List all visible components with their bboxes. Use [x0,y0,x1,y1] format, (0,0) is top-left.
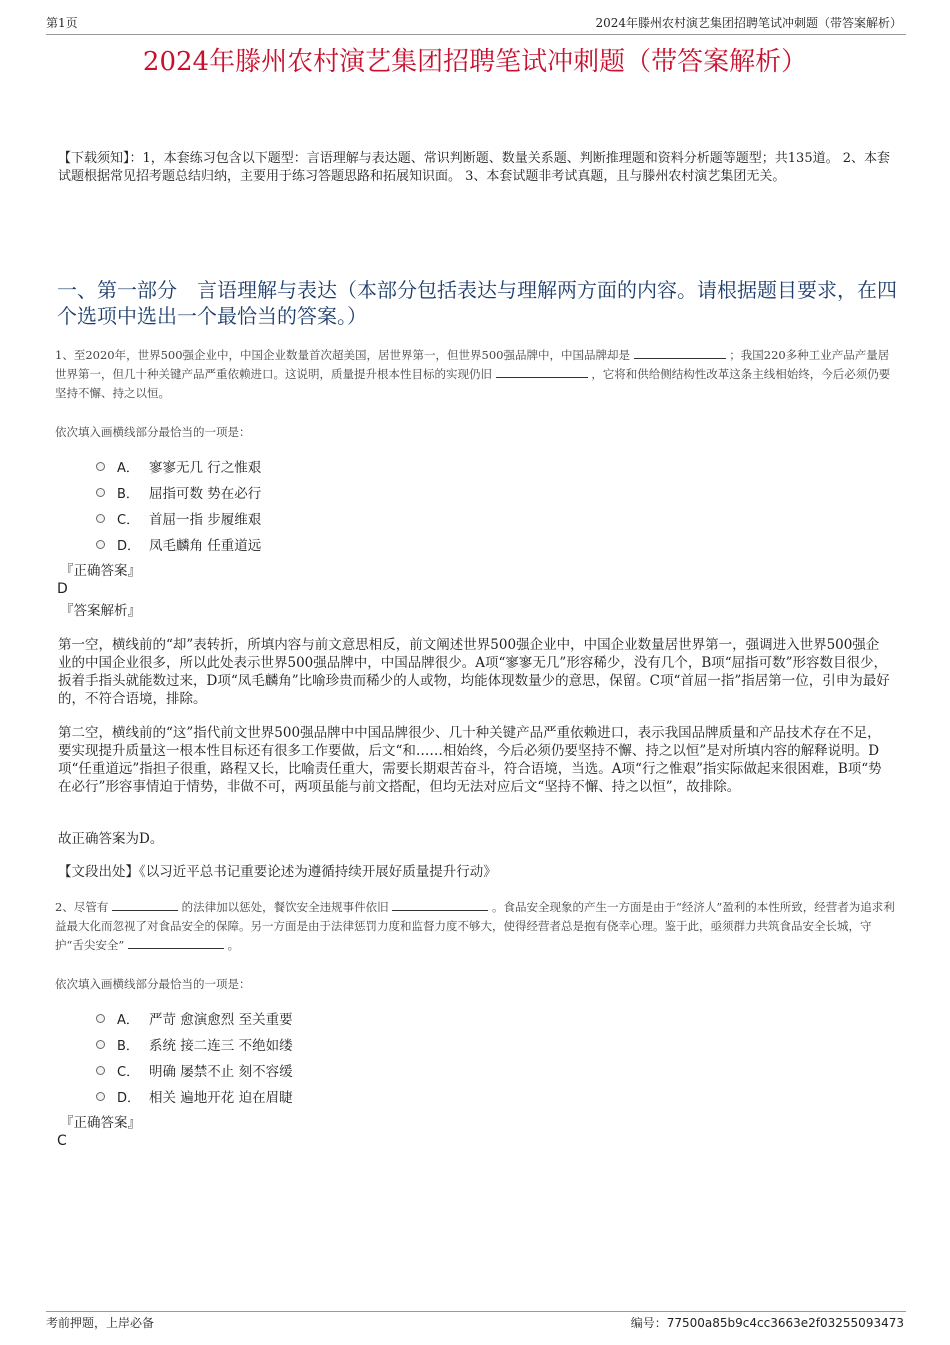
question-2-stem [55,898,895,955]
analysis-label: 『答案解析』 [60,603,141,619]
footer-code-value: 77500a85b9c4cc3663e2f03255093473 [666,1316,904,1330]
option-letter: C． [117,512,140,528]
question-2-text-part1: 2、尽管有 [55,900,109,914]
text-source: 【文段出处】《以习近平总书记重要论述为遵循持续开展好质量提升行动》 [58,864,497,880]
correct-answer: D [57,581,68,597]
question-2-text-part3: 。食品安全现象的产生一方面是由于“经济人”盈利的本性所致，经营者为追求利益最大化而忽视了对食品安全的保障。另一方面是由于法律惩罚力度和监督力度不够大，使得经营者总是抱有侥幸心理。鉴于此，亟须群力共筑食品安全长城，守护“舌尖安全” [55,900,895,952]
footer-code [631,1315,904,1331]
answer-blank [112,898,178,911]
option-b[interactable] [96,479,261,505]
question-2-instruction: 依次填入画横线部分最恰当的一项是： [55,977,251,991]
answer-blank [496,365,588,378]
question-2-options [96,1005,293,1109]
correct-answer: C [57,1133,67,1149]
download-notice: 【下载须知】：1，本套练习包含以下题型：言语理解与表达题、常识判断题、数量关系题、判断推理题和资料分析题等题型；共135道。 2、本套试题根据常见招考题总结归纳，主要用于练习答题思路和拓展知识面。 3、本套试题非考试真题，且与滕州农村演艺集团无关。 [58,151,890,184]
question-1-text-part1: 1、至2020年，世界500强企业中，中国企业数量首次超美国，居世界第一，但世界500强品牌中，中国品牌却是 [55,348,630,362]
option-text: 相关 遍地开花 迫在眉睫 [149,1090,293,1106]
correct-answer-label: 『正确答案』 [60,563,141,579]
question-1-instruction: 依次填入画横线部分最恰当的一项是： [55,425,251,439]
option-text: 首屈一指 步履维艰 [149,512,262,528]
answer-blank [392,898,488,911]
option-letter: D． [117,538,141,554]
analysis-paragraph-1: 第一空，横线前的“却”表转折，所填内容与前文意思相反，前文阐述世界500强企业中，中国企业数量居世界第一，强调进入世界500强企业的中国企业很多，所以此处表示世界500强品牌中，中国品牌很少。A项“寥寥无几”形容稀少，没有几个，B项“屈指可数”形容数目很少，扳着手指头就能数过来，D项“凤毛麟角”比喻珍贵而稀少的人或物，均能体现数量少的意思，保留。C项“首屈一指”指居第一位，引申为最好的，不符合语境，排除。 [58,637,890,707]
option-text: 系统 接二连三 不绝如缕 [149,1038,293,1054]
option-a[interactable] [96,453,261,479]
footer-slogan: 考前押题，上岸必备 [46,1316,155,1330]
footer-code-label: 编号： [630,1316,667,1330]
question-2-text-part4: 。 [227,938,240,952]
radio-icon[interactable] [96,1040,105,1049]
section-title: 一、第一部分 言语理解与表达（本部分包括表达与理解两方面的内容。请根据题目要求，在四个选项中选出一个最恰当的答案。） [57,278,897,328]
option-letter: B． [117,486,139,502]
option-a[interactable] [96,1005,293,1031]
option-b[interactable] [96,1031,293,1057]
page-header [46,14,906,35]
analysis-paragraph-2: 第二空，横线前的“这”指代前文世界500强品牌中中国品牌很少、几十种关键产品严重依赖进口，表示我国品牌质量和产品技术存在不足，要实现提升质量这一根本性目标还有很多工作要做，后文“和……相始终，今后必须仍要坚持不懈、持之以恒”是对所填内容的解释说明。D项“任重道远”指担子很重，路程又长，比喻责任重大，需要长期艰苦奋斗，符合语境，当选。A项“行之惟艰”指实际做起来很困难，B项“势在必行”形容事情迫于情势，非做不可，两项虽能与前文搭配，但均无法对应后文“坚持不懈、持之以恒”，故排除。 [58,725,882,795]
option-text: 屈指可数 势在必行 [149,486,262,502]
option-letter: A． [117,460,139,476]
option-c[interactable] [96,1057,293,1083]
option-text: 寥寥无几 行之惟艰 [149,460,262,476]
analysis-conclusion: 故正确答案为D。 [58,831,164,847]
header-doc-title: 2024年滕州农村演艺集团招聘笔试冲刺题（带答案解析） [595,16,902,30]
option-d[interactable] [96,1083,293,1109]
question-2-text-part2: 的法律加以惩处，餐饮安全违规事件依旧 [181,900,389,914]
option-letter: A． [117,1012,139,1028]
radio-icon[interactable] [96,1066,105,1075]
page-number: 第1页 [46,16,78,30]
answer-blank [634,346,726,359]
option-text: 严苛 愈演愈烈 至关重要 [149,1012,293,1028]
option-c[interactable] [96,505,261,531]
page-title: 2024年滕州农村演艺集团招聘笔试冲刺题（带答案解析） [142,47,808,77]
radio-icon[interactable] [96,540,105,549]
radio-icon[interactable] [96,1092,105,1101]
option-letter: C． [117,1064,140,1080]
option-letter: D． [117,1090,141,1106]
radio-icon[interactable] [96,462,105,471]
option-text: 凤毛麟角 任重道远 [149,538,262,554]
correct-answer-label: 『正确答案』 [60,1115,141,1131]
option-d[interactable] [96,531,261,557]
question-1-text-part2: ；我国220多种工业产品产量居世界第一，但几十种关键产品严重依赖进口。这说明，质量提升根本性目标的实现仍旧 [55,348,890,381]
radio-icon[interactable] [96,1014,105,1023]
question-1-options [96,453,261,557]
page-footer [46,1311,906,1330]
radio-icon[interactable] [96,488,105,497]
question-1-stem [55,346,895,403]
answer-blank [128,936,224,949]
radio-icon[interactable] [96,514,105,523]
option-text: 明确 屡禁不止 刻不容缓 [149,1064,293,1080]
option-letter: B． [117,1038,139,1054]
question-1-text-part3: ，它将和供给侧结构性改革这条主线相始终，今后必须仍要坚持不懈、持之以恒。 [55,367,891,400]
